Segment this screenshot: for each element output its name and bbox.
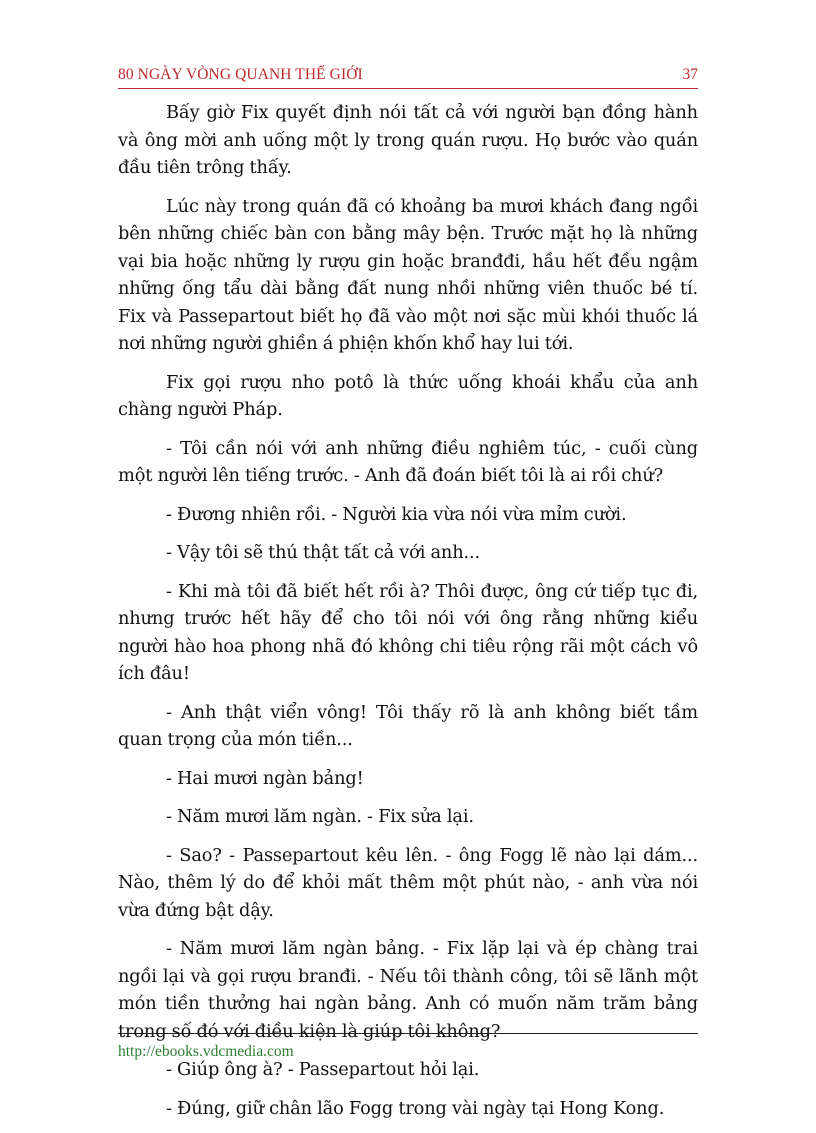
paragraph: - Đương nhiên rồi. - Người kia vừa nói vừa mỉm cười.: [166, 503, 627, 525]
page-number: 37: [682, 66, 698, 83]
paragraph: - Anh thật viển vông! Tôi thấy rõ là anh không biết tầm quan trọng của món tiền...: [118, 701, 698, 750]
paragraph: - Vậy tôi sẽ thú thật tất cả với anh...: [166, 542, 481, 563]
paragraph: Bấy giờ Fix quyết định nói tất cả với người bạn đồng hành và ông mời anh uống một ly trong quán rượu. Họ bước vào quán đầu tiên trông thấy.: [118, 102, 698, 178]
paragraph: - Tôi cần nói với anh những điều nghiêm túc, - cuối cùng một người lên tiếng trước. - Anh đã đoán biết tôi là ai rồi chứ?: [118, 437, 698, 486]
paragraph: - Giúp ông à? - Passepartout hỏi lại.: [166, 1059, 480, 1080]
footer-divider: [118, 1033, 698, 1034]
paragraph: - Hai mươi ngàn bảng!: [166, 767, 364, 789]
paragraph: - Năm mươi lăm ngàn. - Fix sửa lại.: [166, 806, 474, 827]
paragraph: - Sao? - Passepartout kêu lên. - ông Fogg lẽ nào lại dám... Nào, thêm lý do để khỏi mất thêm một phút nào, - anh vừa nói vừa đứng bật dậy.: [118, 844, 698, 921]
header-divider: [118, 88, 698, 89]
paragraph: - Khi mà tôi đã biết hết rồi à? Thôi được, ông cứ tiếp tục đi, nhưng trước hết hãy để cho tôi nói với ông rằng những kiểu người hào hoa phong nhã đó không chi tiêu rộng rãi một cách vô ích đâu!: [118, 580, 698, 684]
paragraph: - Đúng, giữ chân lão Fogg trong vài ngày tại Hong Kong.: [166, 1097, 665, 1119]
paragraph: Lúc này trong quán đã có khoảng ba mươi khách đang ngồi bên những chiếc bàn con bằng mây bện. Trước mặt họ là những vại bia hoặc những ly rượu gin hoặc branđđi, hầu hết đều ngậm những ống tẩu dài bằng đất nung nhồi những viên thuốc bé tí. Fix và Passepartout biết họ đã vào một nơi sặc mùi khói thuốc lá nơi những người ghiền á phiện khốn khổ hay lui tới.: [118, 195, 698, 354]
page-body: [118, 99, 698, 1133]
paragraph: - Năm mươi lăm ngàn bảng. - Fix lặp lại và ép chàng trai ngồi lại và gọi rượu branđi. - Nếu tôi thành công, tôi sẽ lãnh một món tiền thưởng hai ngàn bảng. Anh có muốn năm trăm bảng trong số đó với điều kiện là giúp tôi không?: [118, 938, 698, 1042]
book-title: 80 NGÀY VÒNG QUANH THẾ GIỚI: [118, 66, 363, 83]
paragraph: Fix gọi rượu nho potô là thức uống khoái khẩu của anh chàng người Pháp.: [118, 371, 698, 420]
footer-url-link[interactable]: http://ebooks.vdcmedia.com: [118, 1043, 294, 1060]
running-header: [118, 62, 698, 90]
